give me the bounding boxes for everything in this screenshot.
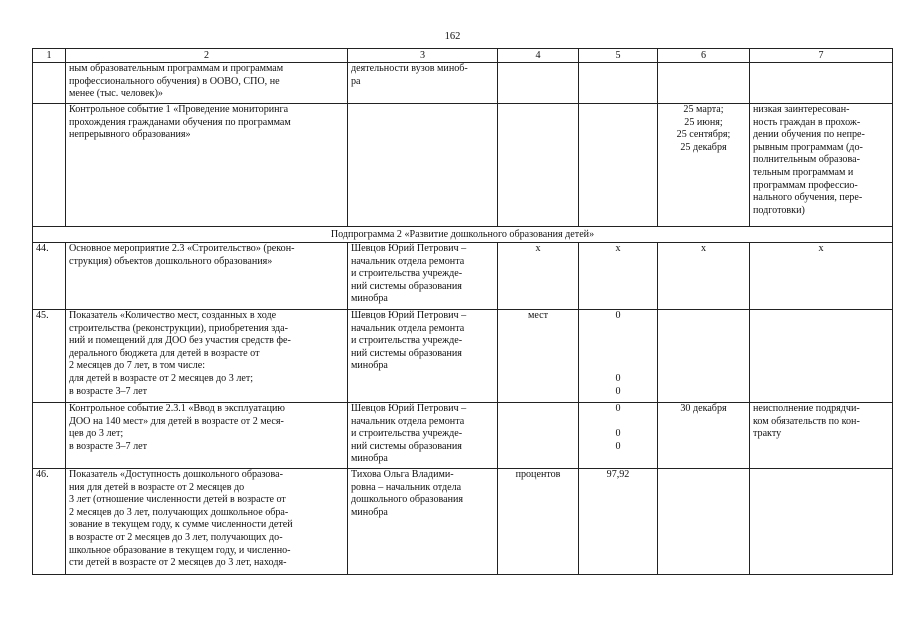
row-number-cell xyxy=(33,403,66,469)
description-cell: Показатель «Доступность дошкольного образова- ния для детей в возрасте от 2 месяцев до 3 лет (отношение численности детей в возрасте от 2 месяцев до 3 лет, получающих дошкольное обра- зование в текущем году, к сумме численности детей в возрасте от 2 месяцев до 3 лет, получающих до- школьное образование в текущем году, и численно- сти детей в возрасте от 2 месяцев до 3 лет, находя- xyxy=(66,469,348,575)
risk-cell: х xyxy=(750,243,893,310)
description-cell: Основное мероприятие 2.3 «Строительство» (рекон- струкция) объектов дошкольного образования» xyxy=(66,243,348,310)
deadline-cell xyxy=(658,63,750,104)
column-header: 5 xyxy=(579,49,658,63)
unit-cell: мест xyxy=(498,310,579,403)
responsible-cell: Шевцов Юрий Петрович – начальник отдела ремонта и строительства учрежде- ний системы образования минобра xyxy=(348,243,498,310)
value-cell: 97,92 xyxy=(579,469,658,575)
risk-cell: низкая заинтересован- ность граждан в прохож- дении обучения по непре- рывным программам (до- полнительным образова- тельным программам и программам профессио- нального обучения, пере- подготовки) xyxy=(750,104,893,227)
deadline-cell: 30 декабря xyxy=(658,403,750,469)
column-header: 6 xyxy=(658,49,750,63)
table-row xyxy=(33,403,893,469)
subprogram-row xyxy=(33,227,893,243)
risk-cell xyxy=(750,469,893,575)
column-header: 3 xyxy=(348,49,498,63)
row-number-cell xyxy=(33,63,66,104)
row-number-cell: 44. xyxy=(33,243,66,310)
column-header: 4 xyxy=(498,49,579,63)
unit-cell: процентов xyxy=(498,469,579,575)
risk-cell xyxy=(750,63,893,104)
deadline-cell xyxy=(658,310,750,403)
risk-cell xyxy=(750,310,893,403)
responsible-cell xyxy=(348,104,498,227)
page-number: 162 xyxy=(444,31,461,42)
responsible-cell: деятельности вузов миноб- ра xyxy=(348,63,498,104)
header-row xyxy=(33,49,893,63)
value-cell: 0 0 0 xyxy=(579,310,658,403)
deadline-cell: х xyxy=(658,243,750,310)
value-cell: х xyxy=(579,243,658,310)
responsible-cell: Тихова Ольга Владими- ровна – начальник отдела дошкольного образования минобра xyxy=(348,469,498,575)
unit-cell xyxy=(498,63,579,104)
row-number-cell xyxy=(33,104,66,227)
description-cell: ным образовательным программам и программам профессионального обучения) в ООВО, СПО, не менее (тыс. человек)» xyxy=(66,63,348,104)
subprogram-title: Подпрограмма 2 «Развитие дошкольного образования детей» xyxy=(33,227,893,243)
value-cell xyxy=(579,63,658,104)
column-header: 2 xyxy=(66,49,348,63)
unit-cell xyxy=(498,403,579,469)
table-row xyxy=(33,310,893,403)
deadline-cell xyxy=(658,469,750,575)
deadline-cell: 25 марта; 25 июня; 25 сентября; 25 декабря xyxy=(658,104,750,227)
table-row xyxy=(33,469,893,575)
responsible-cell: Шевцов Юрий Петрович – начальник отдела ремонта и строительства учрежде- ний системы образования минобра xyxy=(348,403,498,469)
table-row xyxy=(33,63,893,104)
table-row xyxy=(33,243,893,310)
row-number-cell: 46. xyxy=(33,469,66,575)
description-cell: Контрольное событие 2.3.1 «Ввод в эксплуатацию ДОО на 140 мест» для детей в возрасте от 2 меся- цев до 3 лет; в возрасте 3–7 лет xyxy=(66,403,348,469)
unit-cell: х xyxy=(498,243,579,310)
table-row xyxy=(33,104,893,227)
value-cell xyxy=(579,104,658,227)
responsible-cell: Шевцов Юрий Петрович – начальник отдела ремонта и строительства учрежде- ний системы образования минобра xyxy=(348,310,498,403)
description-cell: Показатель «Количество мест, созданных в ходе строительства (реконструкции), приобретения зда- ний и помещений для ДОО без участия средств фе- дерального бюджета для детей в возрасте от 2 месяцев до 7 лет, в том числе: для детей в возрасте от 2 месяцев до 3 лет; в возрасте 3–7 лет xyxy=(66,310,348,403)
description-cell: Контрольное событие 1 «Проведение мониторинга прохождения гражданами обучения по программам непрерывного образования» xyxy=(66,104,348,227)
risk-cell: неисполнение подрядчи- ком обязательств по кон- тракту xyxy=(750,403,893,469)
value-cell: 0 0 0 xyxy=(579,403,658,469)
column-header: 1 xyxy=(33,49,66,63)
unit-cell xyxy=(498,104,579,227)
row-number-cell: 45. xyxy=(33,310,66,403)
indicator-table xyxy=(32,48,893,575)
column-header: 7 xyxy=(750,49,893,63)
